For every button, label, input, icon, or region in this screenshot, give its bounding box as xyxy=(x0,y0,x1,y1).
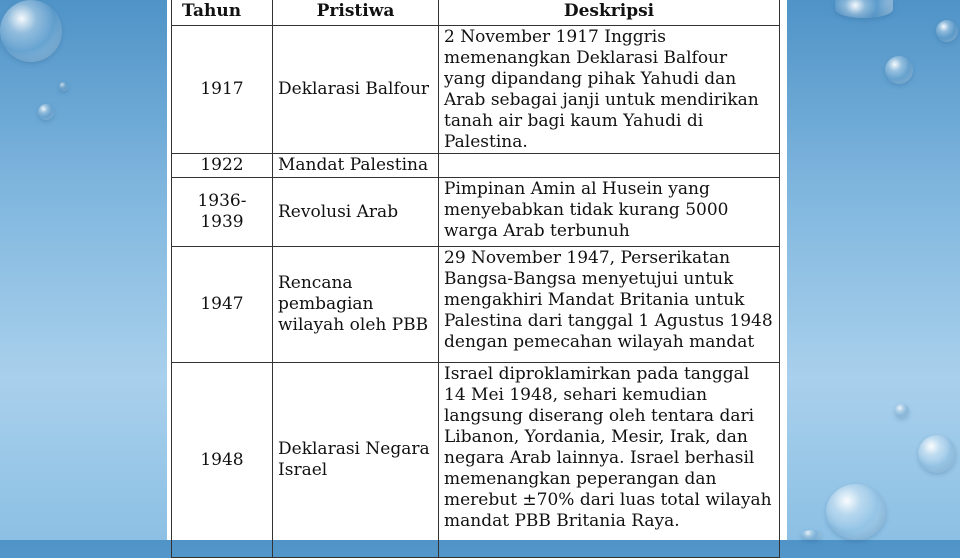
water-drop-decoration xyxy=(936,20,958,42)
water-drop-decoration xyxy=(59,82,68,91)
event-cell: Mandat Palestina xyxy=(273,154,439,178)
water-drop-decoration xyxy=(895,404,909,418)
description-cell: Israel diproklamirkan pada tanggal 14 Mei 1948, sehari kemudian langsung diserang oleh tentara dari Libanon, Yordania, Mesir, Irak, dan negara Arab lainnya. Israel berhasil memenangkan peperangan dan merebut ±70% dari luas total wilayah mandat PBB Britania Raya. xyxy=(439,363,780,558)
description-cell: 29 November 1947, Perserikatan Bangsa-Bangsa menyetujui untuk mengakhiri Mandat Britania untuk Palestina dari tanggal 1 Agustus 1948 dengan pemecahan wilayah mandat xyxy=(439,247,780,363)
header-event: Pristiwa xyxy=(273,0,439,26)
water-drop-decoration xyxy=(835,0,893,18)
water-drop-decoration xyxy=(885,56,913,84)
year-cell: 1947 xyxy=(172,247,273,363)
event-cell: Deklarasi Negara Israel xyxy=(273,363,439,558)
event-cell: Deklarasi Balfour xyxy=(273,26,439,154)
event-cell: Revolusi Arab xyxy=(273,178,439,247)
table-row xyxy=(172,363,780,558)
table-row xyxy=(172,178,780,247)
event-cell: Rencana pembagian wilayah oleh PBB xyxy=(273,247,439,363)
water-drop-decoration xyxy=(0,0,62,62)
table-row xyxy=(172,26,780,154)
table-row xyxy=(172,247,780,363)
water-drop-decoration xyxy=(826,484,886,540)
year-cell: 1948 xyxy=(172,363,273,558)
table-header-row xyxy=(172,0,780,26)
description-cell: Pimpinan Amin al Husein yang menyebabkan tidak kurang 5000 warga Arab terbunuh xyxy=(439,178,780,247)
year-cell: 1922 xyxy=(172,154,273,178)
header-description: Deskripsi xyxy=(439,0,780,26)
description-cell xyxy=(439,154,780,178)
table-row xyxy=(172,154,780,178)
history-table xyxy=(171,0,780,558)
water-drop-decoration xyxy=(801,530,821,540)
header-year: Tahun xyxy=(172,0,273,26)
year-cell: 1936- 1939 xyxy=(172,178,273,247)
water-drop-decoration xyxy=(38,104,54,120)
year-cell: 1917 xyxy=(172,26,273,154)
description-cell: 2 November 1917 Inggris memenangkan Deklarasi Balfour yang dipandang pihak Yahudi dan Arab sebagai janji untuk mendirikan tanah air bagi kaum Yahudi di Palestina. xyxy=(439,26,780,154)
water-drop-decoration xyxy=(918,435,956,473)
